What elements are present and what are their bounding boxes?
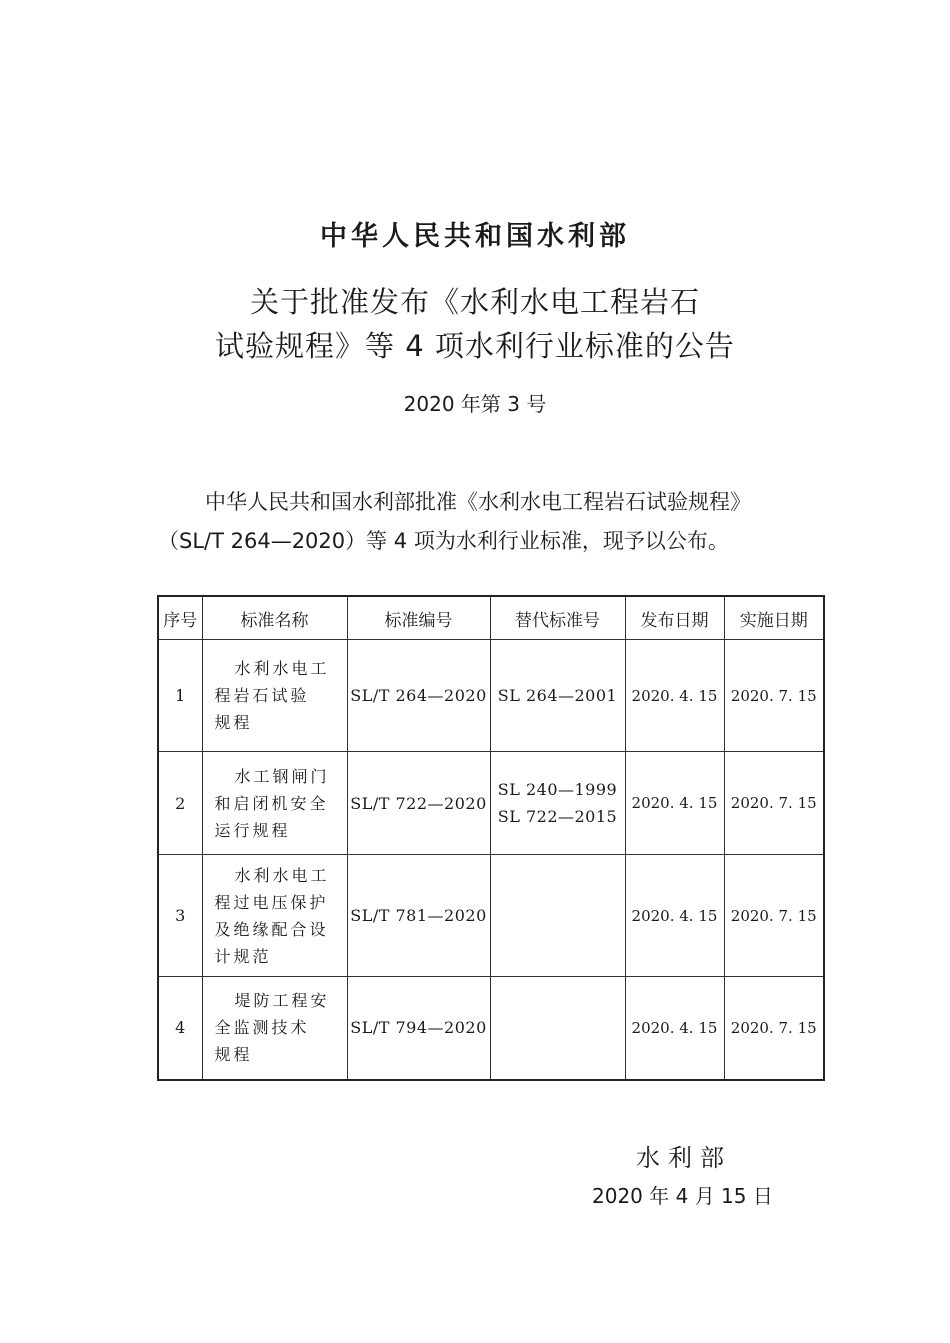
standard-name-line: 计规范 [214, 946, 272, 966]
body-text-line-2: （SL/T 264—2020）等 4 项为水利行业标准，现予以公布。 [158, 529, 729, 553]
table-row [158, 640, 824, 752]
standard-name-line: 水利水电工 [234, 865, 330, 885]
issuer-heading: 中华人民共和国水利部 [320, 221, 630, 252]
effective-date: 2020. 7. 15 [724, 855, 824, 977]
standard-name [202, 640, 347, 752]
standard-code: SL/T 781—2020 [347, 855, 490, 977]
effective-date: 2020. 7. 15 [724, 977, 824, 1080]
header-effective-date: 实施日期 [724, 596, 824, 640]
standard-name [202, 855, 347, 977]
standard-name-line: 规程 [214, 1045, 253, 1065]
row-index: 1 [158, 640, 202, 752]
table-row [158, 855, 824, 977]
standard-name-line: 程岩石试验 [214, 686, 310, 705]
standards-table-container [157, 595, 823, 1077]
announcement-title-line-1: 关于批准发布《水利水电工程岩石 [249, 285, 700, 319]
header-standard-code: 标准编号 [347, 596, 490, 640]
standard-name-line: 及绝缘配合设 [214, 919, 329, 939]
signing-date: 2020 年 4 月 15 日 [592, 1184, 773, 1208]
signer-name: 水利部 [636, 1144, 732, 1172]
publish-date: 2020. 4. 15 [625, 752, 724, 855]
publish-date: 2020. 4. 15 [625, 855, 724, 977]
standard-code: SL/T 264—2020 [347, 640, 490, 752]
announcement-title-line-2: 试验规程》等 4 项水利行业标准的公告 [215, 329, 735, 363]
row-index: 4 [158, 977, 202, 1080]
standard-name [202, 752, 347, 855]
replaced-code [490, 855, 625, 977]
row-index: 2 [158, 752, 202, 855]
standard-code: SL/T 794—2020 [347, 977, 490, 1080]
header-standard-name: 标准名称 [202, 596, 347, 640]
table-row [158, 752, 824, 855]
standard-name-line: 程过电压保护 [214, 892, 329, 912]
effective-date: 2020. 7. 15 [724, 752, 824, 855]
table-header-row [158, 596, 824, 640]
standard-name-line: 全监测技术 [214, 1018, 310, 1038]
header-index: 序号 [158, 596, 202, 640]
standard-name-line: 水工钢闸门 [234, 766, 330, 786]
row-index: 3 [158, 855, 202, 977]
publish-date: 2020. 4. 15 [625, 640, 724, 752]
replaced-code-line: SL 264—2001 [497, 686, 618, 705]
replaced-code [490, 977, 625, 1080]
standards-table [157, 595, 825, 1081]
body-text-line-1: 中华人民共和国水利部批准《水利水电工程岩石试验规程》 [205, 490, 751, 514]
replaced-code-line: SL 722—2015 [497, 807, 618, 826]
effective-date: 2020. 7. 15 [724, 640, 824, 752]
standard-name-line: 和启闭机安全 [214, 793, 329, 813]
table-row [158, 977, 824, 1080]
replaced-code-line: SL 240—1999 [497, 780, 618, 799]
header-publish-date: 发布日期 [625, 596, 724, 640]
publish-date: 2020. 4. 15 [625, 977, 724, 1080]
standard-name-line: 运行规程 [214, 820, 291, 840]
standard-name-line: 规程 [214, 713, 253, 732]
replaced-code [490, 640, 625, 752]
standard-name [202, 977, 347, 1080]
standard-name-line: 水利水电工 [234, 659, 330, 678]
header-replaced-code: 替代标准号 [490, 596, 625, 640]
standard-name-line: 堤防工程安 [234, 991, 330, 1011]
document-number: 2020 年第 3 号 [403, 392, 547, 416]
standard-code: SL/T 722—2020 [347, 752, 490, 855]
replaced-code [490, 752, 625, 855]
